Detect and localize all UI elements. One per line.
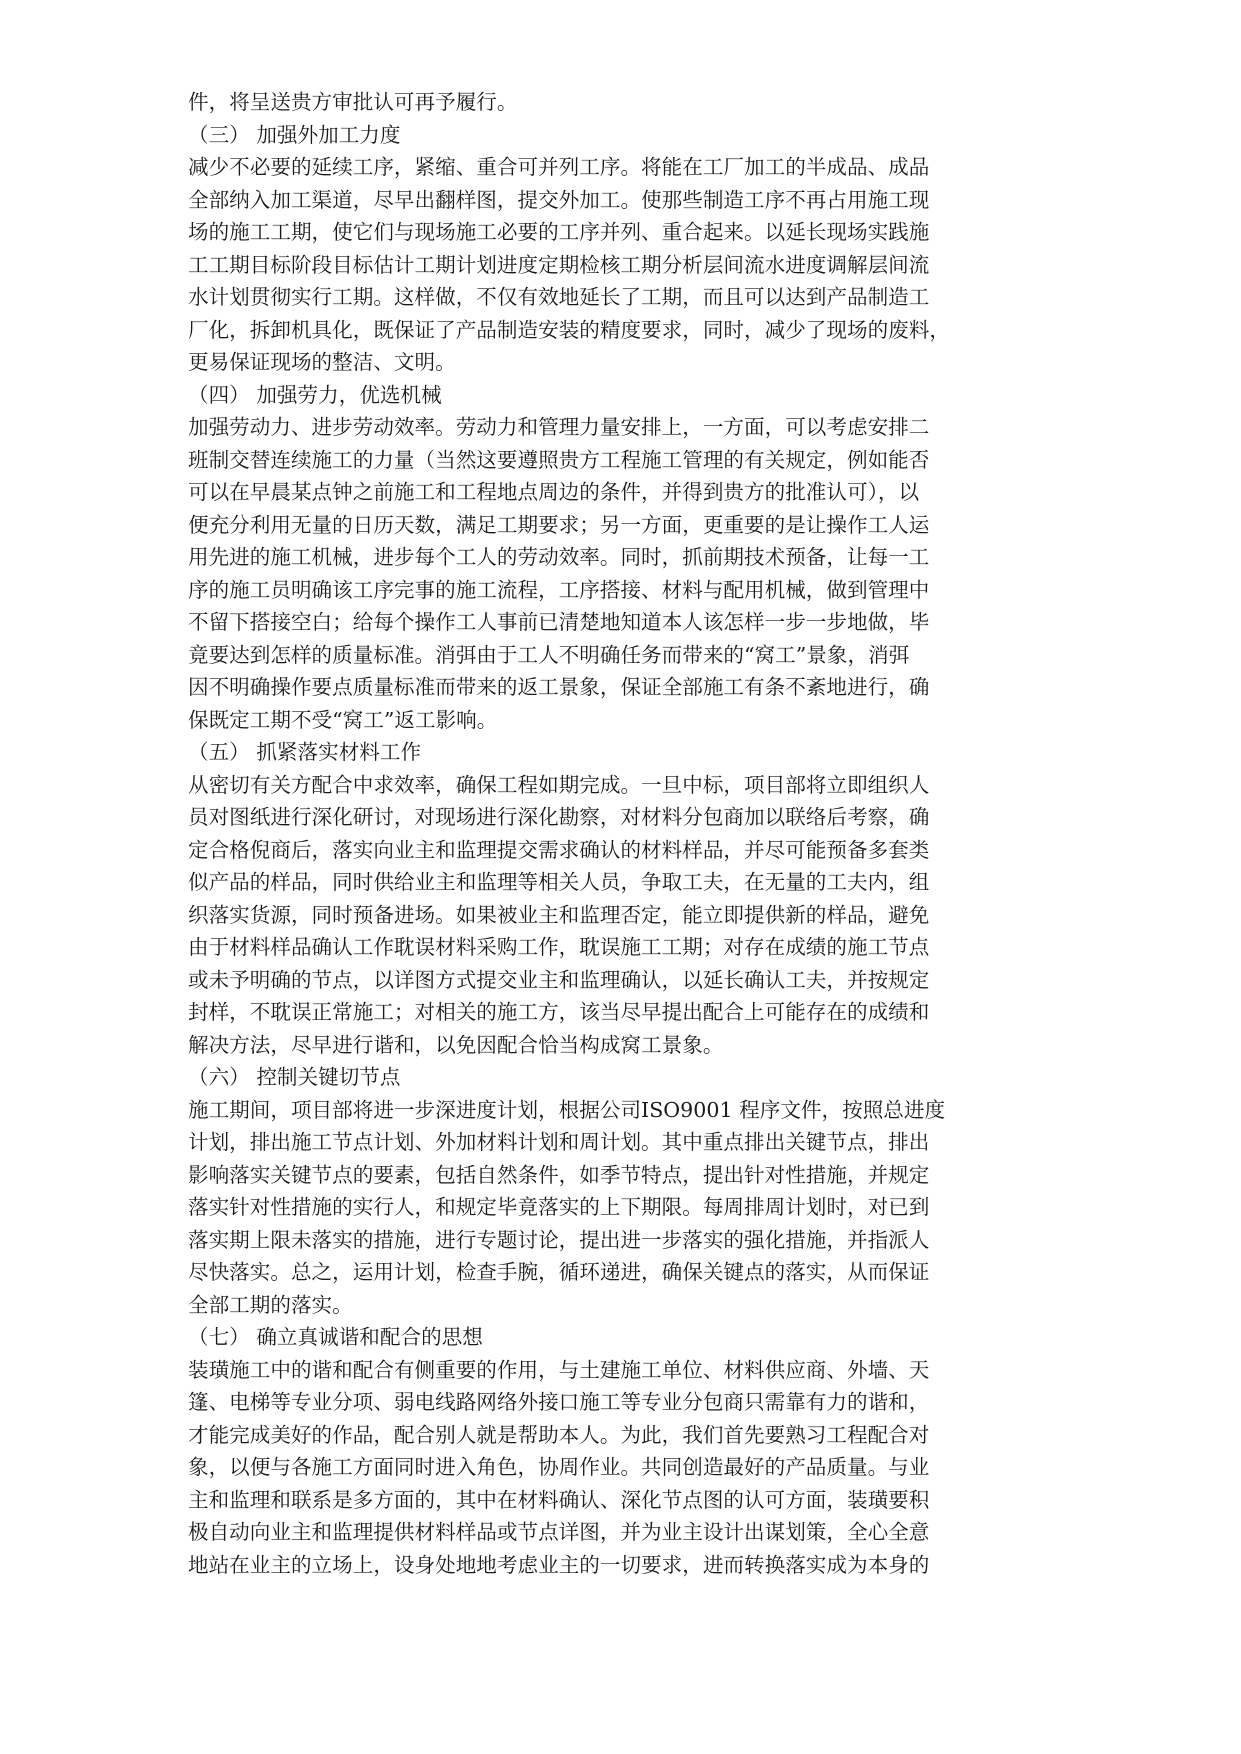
paragraph-line: 影响落实关键节点的要素，包括自然条件，如季节特点，提出针对性措施，并规定	[188, 1162, 930, 1187]
paragraph-line: 从密切有关方配合中求效率，确保工程如期完成。一旦中标，项目部将立即组织人	[188, 772, 930, 797]
paragraph-line: 似产品的样品，同时供给业主和监理等相关人员，争取工夫，在无量的工夫内，组	[188, 870, 930, 894]
paragraph-line: 封样，不耽误正常施工；对相关的施工方，该当尽早提出配合上可能存在的成绩和	[188, 1000, 930, 1024]
paragraph-line: 象，以便与各施工方面同时进入角色，协周作业。共同创造最好的产品质量。与业	[188, 1455, 930, 1479]
paragraph-line: 班制交替连续施工的力量（当然这要遵照贵方工程施工管理的有关规定，例如能否	[188, 447, 930, 472]
section-heading: （五） 抓紧落实材料工作	[188, 740, 422, 764]
paragraph-line: 落实期上限未落实的措施，进行专题讨论，提出进一步落实的强化措施，并指派人	[188, 1227, 930, 1252]
paragraph-line: 极自动向业主和监理提供材料样品或节点详图，并为业主设计出谋划策，全心全意	[188, 1520, 930, 1544]
paragraph-line: 不留下搭接空白；给每个操作工人事前已清楚地知道本人该怎样一步一步地做，毕	[188, 610, 930, 634]
paragraph-line: 篷、电梯等专业分项、弱电线路网络外接口施工等专业分包商只需靠有力的谐和，	[188, 1390, 930, 1414]
paragraph-line: 定合格倪商后，落实向业主和监理提交需求确认的材料样品，并尽可能预备多套类	[188, 837, 930, 862]
paragraph-line: 工工期目标阶段目标估计工期计划进度定期检核工期分析层间流水进度调解层间流	[188, 252, 930, 277]
document-page	[188, 86, 1053, 1581]
paragraph-line: 员对图纸进行深化研讨，对现场进行深化勘察，对材料分包商加以联络后考察，确	[188, 805, 930, 829]
section-heading: （三） 加强外加工力度	[188, 122, 401, 147]
paragraph-line: 或未予明确的节点，以详图方式提交业主和监理确认，以延长确认工夫，并按规定	[188, 967, 930, 992]
paragraph-line: 因不明确操作要点质量标准而带来的返工景象，保证全部施工有条不紊地进行，确	[188, 675, 930, 699]
paragraph-line: 尽快落实。总之，运用计划，检查手腕，循环递进，确保关键点的落实，从而保证	[188, 1260, 930, 1284]
paragraph-line: 减少不必要的延续工序，紧缩、重合可并列工序。将能在工厂加工的半成品、成品	[188, 155, 930, 179]
paragraph-line: 保既定工期不受“窝工”返工影响。	[188, 707, 498, 732]
section-heading: （四） 加强劳力，优选机械	[188, 382, 442, 407]
paragraph-line: 织落实货源，同时预备进场。如果被业主和监理否定，能立即提供新的样品，避免	[188, 902, 930, 927]
paragraph-line: 落实针对性措施的实行人，和规定毕竟落实的上下期限。每周排周计划时，对已到	[188, 1195, 930, 1219]
paragraph-line: 地站在业主的立场上，设身处地地考虑业主的一切要求，进而转换落实成为本身的	[188, 1552, 930, 1577]
paragraph-line: 竟要达到怎样的质量标准。消弭由于工人不明确任务而带来的“窝工”景象，消弭	[188, 642, 910, 667]
paragraph-line: 用先进的施工机械，进步每个工人的劳动效率。同时，抓前期技术预备，让每一工	[188, 545, 930, 569]
paragraph-line: 全部纳入加工渠道，尽早出翻样图，提交外加工。使那些制造工序不再占用施工现	[188, 187, 930, 212]
paragraph-line: 场的施工工期，使它们与现场施工必要的工序并列、重合起来。以延长现场实践施	[188, 220, 930, 244]
section-heading: （六） 控制关键切节点	[188, 1065, 401, 1089]
paragraph-line: 解决方法，尽早进行谐和，以免因配合恰当构成窝工景象。	[188, 1032, 724, 1057]
paragraph-line: 件，将呈送贵方审批认可再予履行。	[188, 90, 518, 114]
section-heading: （七） 确立真诚谐和配合的思想	[188, 1325, 483, 1349]
paragraph-line: 才能完成美好的作品，配合别人就是帮助本人。为此，我们首先要熟习工程配合对	[188, 1422, 930, 1447]
paragraph-line: 序的施工员明确该工序完事的施工流程，工序搭接、材料与配用机械，做到管理中	[188, 577, 930, 602]
paragraph-line: 加强劳动力、进步劳动效率。劳动力和管理力量安排上，一方面，可以考虑安排二	[188, 415, 930, 439]
paragraph-line: 更易保证现场的整洁、文明。	[188, 350, 456, 374]
paragraph-line: 便充分利用无量的日历天数，满足工期要求；另一方面，更重要的是让操作工人运	[188, 512, 930, 537]
paragraph-line: 装璜施工中的谐和配合有侧重要的作用，与土建施工单位、材料供应商、外墙、天	[188, 1357, 930, 1382]
paragraph-line: 可以在早晨某点钟之前施工和工程地点周边的条件，并得到贵方的批准认可），以	[188, 480, 920, 504]
paragraph-line: 主和监理和联系是多方面的，其中在材料确认、深化节点图的认可方面，装璜要积	[188, 1487, 930, 1512]
paragraph-line: 由于材料样品确认工作耽误材料采购工作，耽误施工工期；对存在成绩的施工节点	[188, 935, 930, 959]
paragraph-line: 施工期间，项目部将进一步深进度计划，根据公司ISO9001 程序文件，按照总进度	[188, 1097, 946, 1122]
paragraph-line: 水计划贯彻实行工期。这样做，不仅有效地延长了工期，而且可以达到产品制造工	[188, 285, 930, 309]
paragraph-line: 厂化，拆卸机具化，既保证了产品制造安装的精度要求，同时，减少了现场的废料，	[188, 317, 950, 342]
paragraph-line: 计划，排出施工节点计划、外加材料计划和周计划。其中重点排出关键节点，排出	[188, 1130, 930, 1154]
paragraph-line: 全部工期的落实。	[188, 1292, 353, 1317]
